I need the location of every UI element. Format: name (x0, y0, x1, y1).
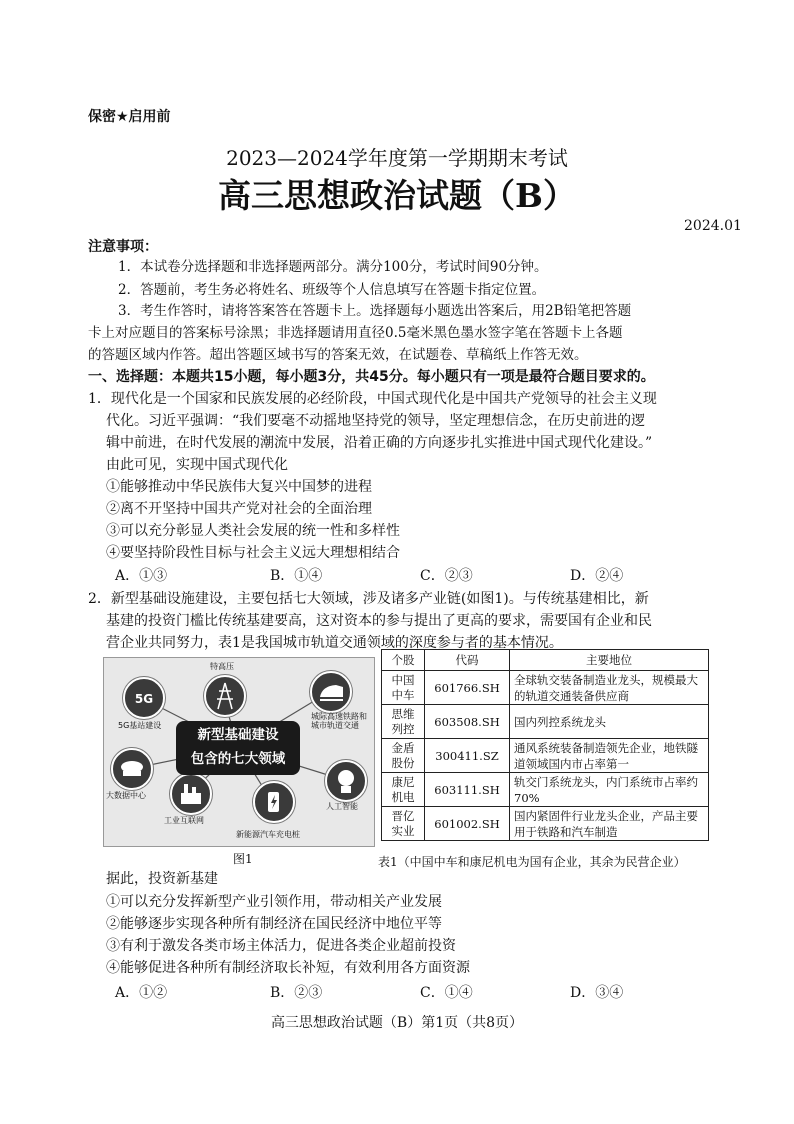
note-line: 卡上对应题目的答案标号涂黑；非选择题请用直径0.5毫米黑色墨水签字笔在答题卡上各题 (88, 325, 623, 341)
stock-code: 603508.SH (425, 705, 510, 739)
figure-center-box (176, 721, 300, 775)
table-1 (381, 649, 709, 841)
figure-center-line2: 包含的七大领域 (190, 751, 286, 767)
ai-head-icon (325, 760, 367, 802)
table-row (382, 671, 709, 705)
node-label-industrial: 工业互联网 (164, 816, 204, 825)
table-caption: 表1（中国中车和康尼机电为国有企业，其余为民营企业） (378, 855, 686, 869)
q2-lead: 据此，投资新基建 (106, 871, 218, 887)
stock-code: 300411.SZ (425, 739, 510, 773)
q1-item: ①能够推动中华民族伟大复兴中国梦的进程 (106, 479, 372, 495)
charging-pile-icon (253, 781, 295, 823)
5g-base-station-icon (123, 677, 165, 719)
stock-name: 中国中车 (382, 671, 425, 705)
q2-option-a[interactable]: A．①② (115, 985, 168, 1001)
stock-code: 601766.SH (425, 671, 510, 705)
q1-stem-line: 辑中前进，在时代发展的潮流中发展，沿着正确的方向逐步扎实推进中国式现代化建设。” (106, 435, 653, 451)
q2-option-d[interactable]: D．③④ (570, 985, 624, 1001)
q1-item: ③可以充分彰显人类社会发展的统一性和多样性 (106, 523, 400, 539)
table-row (382, 773, 709, 807)
exam-term: 2023—2024学年度第一学期期末考试 (226, 146, 568, 170)
table-header: 代码 (425, 650, 510, 671)
stock-name: 晋亿实业 (382, 807, 425, 841)
note-line: 1．本试卷分选择题和非选择题两部分。满分100分，考试时间90分钟。 (118, 259, 548, 275)
industrial-internet-icon (170, 773, 212, 815)
train-icon (310, 671, 352, 713)
node-label-uhv: 特高压 (210, 662, 234, 671)
table-header: 主要地位 (510, 650, 709, 671)
q2-stem-line: 营企业共同努力，表1是我国城市轨道交通领域的深度参与者的基本情况。 (106, 635, 563, 651)
q2-option-c[interactable]: C．①④ (420, 985, 473, 1001)
q1-option-a[interactable]: A．①③ (115, 568, 168, 584)
page-footer: 高三思想政治试题（B）第1页（共8页） (270, 1015, 524, 1031)
figure-center-line1: 新型基础建设 (197, 727, 279, 743)
note-line: 的答题区域内作答。超出答题区域书写的答案无效，在试题卷、草稿纸上作答无效。 (88, 347, 588, 363)
table-row (382, 739, 709, 773)
node-label-5g: 5G基站建设 (118, 721, 162, 730)
stock-code: 603111.SH (425, 773, 510, 807)
exam-date: 2024.01 (684, 218, 742, 234)
q1-item: ④要坚持阶段性目标与社会主义远大理想相结合 (106, 545, 400, 561)
page-title: 高三思想政治试题（B） (218, 176, 576, 215)
stock-name: 思维列控 (382, 705, 425, 739)
stock-desc: 轨交门系统龙头，内门系统市占率约70% (510, 773, 709, 807)
q2-item: ②能够逐步实现各种所有制经济在国民经济中地位平等 (106, 916, 442, 932)
uhv-power-icon (204, 675, 246, 717)
note-line: 3．考生作答时，请将答案答在答题卡上。选择题每小题选出答案后，用2B铅笔把答题 (118, 303, 632, 319)
q1-option-c[interactable]: C．②③ (420, 568, 473, 584)
q1-stem-line: 1．现代化是一个国家和民族发展的必经阶段，中国式现代化是中国共产党领导的社会主义现 (88, 391, 657, 407)
stock-desc: 通风系统装备制造领先企业，地铁隧道领域国内市占率第一 (510, 739, 709, 773)
stock-desc: 国内紧固件行业龙头企业，产品主要用于铁路和汽车制造 (510, 807, 709, 841)
q1-stem-line: 代化。习近平强调：“我们要毫不动摇地坚持党的领导，坚定理想信念，在历史前进的逻 (106, 413, 646, 429)
table-header: 个股 (382, 650, 425, 671)
node-label-ai: 人工智能 (326, 802, 358, 811)
q2-item: ③有利于激发各类市场主体活力，促进各类企业超前投资 (106, 938, 456, 954)
stock-name: 金盾股份 (382, 739, 425, 773)
node-label-datacenter: 大数据中心 (106, 791, 146, 800)
note-line: 2．答题前，考生务必将姓名、班级等个人信息填写在答题卡指定位置。 (118, 282, 546, 298)
stock-desc: 全球轨交装备制造业龙头，规模最大的轨道交通装备供应商 (510, 671, 709, 705)
svg-text:5G: 5G (134, 692, 154, 706)
node-label-charging: 新能源汽车充电桩 (236, 830, 300, 839)
node-label-rail: 城际高速铁路和城市轨道交通 (311, 712, 367, 730)
section-heading: 一、选择题：本题共15小题，每小题3分，共45分。每小题只有一项是最符合题目要求的。 (88, 369, 655, 385)
figure-1 (103, 657, 375, 847)
q1-stem-line: 由此可见，实现中国式现代化 (106, 457, 288, 473)
q2-item: ④能够促进各种所有制经济取长补短，有效利用各方面资源 (106, 960, 470, 976)
figure-caption: 图1 (233, 852, 253, 866)
q1-option-b[interactable]: B．①④ (270, 568, 323, 584)
stock-name: 康尼机电 (382, 773, 425, 807)
q1-option-d[interactable]: D．②④ (570, 568, 624, 584)
q1-item: ②离不开坚持中国共产党对社会的全面治理 (106, 501, 372, 517)
data-center-icon (111, 748, 153, 790)
confidential-label: 保密★启用前 (88, 109, 171, 125)
q2-stem-line: 2．新型基础设施建设，主要包括七大领域，涉及诸多产业链(如图1)。与传统基建相比，新 (88, 591, 649, 607)
q2-stem-line: 基建的投资门槛比传统基建要高，这对资本的参与提出了更高的要求，需要国有企业和民 (106, 613, 652, 629)
table-row (382, 705, 709, 739)
stock-code: 601002.SH (425, 807, 510, 841)
notes-heading: 注意事项： (88, 239, 158, 255)
table-row (382, 807, 709, 841)
q2-item: ①可以充分发挥新型产业引领作用，带动相关产业发展 (106, 894, 442, 910)
q2-option-b[interactable]: B．②③ (270, 985, 323, 1001)
stock-desc: 国内列控系统龙头 (510, 705, 709, 739)
